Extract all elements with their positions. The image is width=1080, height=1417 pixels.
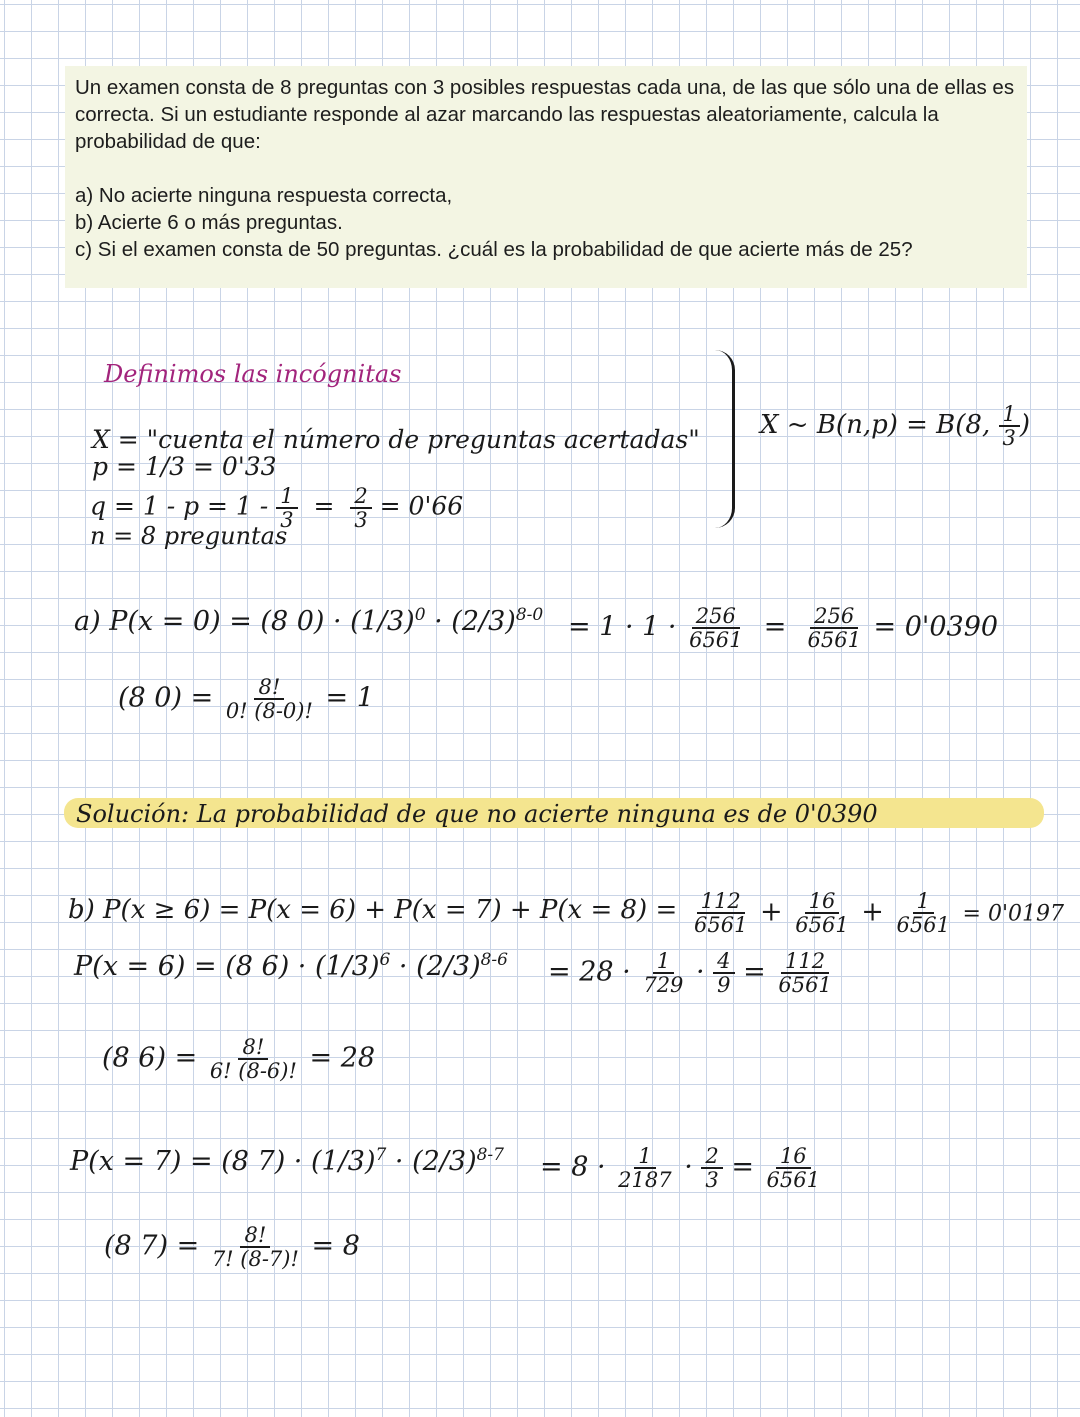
q-definition: q = 1 - p = 1 - $\frac{1}{3}$ = $\frac{2}{3}$ = 0'66	[90, 484, 464, 532]
numerator: 1	[999, 403, 1020, 427]
exponent: 6	[379, 950, 391, 970]
denominator: 0! (8-0)!	[225, 699, 313, 723]
numerator: 256	[692, 605, 740, 629]
spacer	[75, 155, 1017, 182]
fraction-256-6561	[803, 605, 864, 651]
numerator: 112	[697, 890, 745, 914]
binomial-label: (8 0) =	[118, 682, 214, 714]
p7-formula	[70, 1145, 504, 1177]
denominator: 2187	[618, 1168, 672, 1192]
part-a-formula	[74, 605, 543, 637]
numerator: 16	[805, 890, 840, 914]
binomial-result: = 1	[325, 682, 374, 714]
distribution-definition: X ~ B(n,p) = B(8, $\frac{1}{3}$ )	[760, 402, 1031, 450]
solution-text: Solución: La probabilidad de que no acierte ninguna es de 0'0390	[76, 800, 878, 828]
statement-item-b: b) Acierte 6 o más preguntas.	[75, 211, 343, 234]
p6-start: P(x = 6) = (8 6) · (1/3)	[74, 951, 380, 982]
product-text: = 1 · 1 ·	[568, 611, 677, 643]
numerator: 1	[276, 485, 297, 509]
part-a-binomial	[118, 676, 374, 722]
fraction-112-6561	[774, 950, 835, 996]
distribution-text: X ~ B(n,p) = B(8,	[760, 410, 991, 440]
p6-product: = 28 · $\frac{1}{729}$ · $\frac{4}{9}$ = $\frac{112}{6561}$	[548, 950, 836, 996]
fraction-4-9	[713, 950, 734, 996]
exponent: 8-7	[476, 1145, 504, 1165]
denominator: 729	[643, 973, 684, 997]
part-b-result: = 0'0197	[962, 901, 1065, 927]
exponent: 0	[414, 605, 426, 625]
fraction-one-third	[999, 403, 1020, 449]
statement-item-a: a) No acierte ninguna respuesta correcta,	[75, 184, 453, 207]
fraction-16-6561	[791, 890, 852, 936]
fraction-112-6561	[690, 890, 751, 936]
part-a-start: a) P(x = 0) = (8 0) · (1/3)	[74, 606, 415, 637]
p7-binomial	[104, 1224, 360, 1270]
p7-mid: · (2/3)	[394, 1146, 477, 1177]
binomial-label: (8 7) =	[104, 1230, 200, 1262]
problem-statement	[65, 66, 1027, 288]
part-a-result: = 0'0390	[873, 611, 999, 643]
numerator: 2	[350, 485, 371, 509]
binomial-result: = 8	[311, 1230, 360, 1262]
p7-eq: = 8 ·	[540, 1151, 606, 1183]
fraction-two-thirds	[350, 485, 371, 531]
fraction-16-6561	[763, 1145, 824, 1191]
p-definition: p = 1/3 = 0'33	[92, 452, 277, 481]
q-definition-start: q = 1 - p = 1 -	[90, 491, 269, 521]
p6-binomial	[102, 1036, 375, 1082]
denominator: 3	[354, 508, 368, 532]
p6-eq: = 28 ·	[548, 956, 631, 988]
numerator: 8!	[240, 1224, 270, 1248]
exponent: 8-6	[480, 950, 508, 970]
q-definition-end: = 0'66	[379, 491, 464, 521]
part-b-sum: $\frac{112}{6561}$ + $\frac{16}{6561}$ + $\frac{1}{6561}$ = 0'0197	[690, 890, 1064, 936]
part-a-mid: · (2/3)	[434, 606, 516, 637]
numerator: 1	[913, 890, 934, 914]
numerator: 1	[653, 950, 674, 974]
fraction-1-2187	[614, 1145, 675, 1191]
part-a-product: = 1 · 1 · $\frac{256}{6561}$ = $\frac{256}{6561}$ = 0'0390	[568, 604, 999, 652]
denominator: 6561	[807, 628, 861, 652]
numerator: 8!	[254, 676, 284, 700]
fraction-2-3	[701, 1145, 722, 1191]
numerator: 112	[781, 950, 829, 974]
statement-item-c: c) Si el examen consta de 50 preguntas. ¿cuál es la probabilidad de que acierte más de 25?	[75, 238, 913, 261]
denominator: 6561	[766, 1168, 820, 1192]
exponent: 7	[375, 1145, 387, 1165]
denominator: 6561	[896, 913, 950, 937]
numerator: 256	[810, 605, 858, 629]
numerator: 4	[713, 950, 734, 974]
fraction-1-729	[639, 950, 687, 996]
denominator: 3	[280, 508, 294, 532]
part-b-formula: b) P(x ≥ 6) = P(x = 6) + P(x = 7) + P(x = 8) =	[68, 895, 678, 925]
binomial-label: (8 6) =	[102, 1042, 198, 1074]
denominator: 6! (8-6)!	[209, 1059, 297, 1083]
denominator: 9	[717, 973, 731, 997]
p6-mid: · (2/3)	[398, 951, 481, 982]
fraction-1-6561	[893, 890, 954, 936]
statement-intro: Un examen consta de 8 preguntas con 3 posibles respuestas cada una, de las que sólo una de ellas es correcta. Si un estudiante responde al azar marcando las respuestas aleatoriamente, calcula la probabilidad de que:	[75, 76, 1015, 153]
numerator: 2	[701, 1145, 722, 1169]
denominator: 6561	[694, 913, 748, 937]
denominator: 3	[705, 1168, 719, 1192]
denominator: 6561	[795, 913, 849, 937]
numerator: 16	[776, 1145, 811, 1169]
fraction-256-6561	[685, 605, 746, 651]
fraction-factorial	[222, 676, 317, 722]
x-definition: X = "cuenta el número de preguntas acertadas"	[92, 425, 700, 454]
p6-formula	[74, 950, 508, 982]
numerator: 8!	[238, 1036, 268, 1060]
definitions-heading: Definimos las incógnitas	[104, 360, 402, 388]
binomial-result: = 28	[309, 1042, 376, 1074]
p7-start: P(x = 7) = (8 7) · (1/3)	[70, 1146, 376, 1177]
p7-product: = 8 · $\frac{1}{2187}$ · $\frac{2}{3}$ = $\frac{16}{6561}$	[540, 1145, 824, 1191]
exponent: 8-0	[515, 605, 544, 625]
numerator: 1	[634, 1145, 655, 1169]
fraction-factorial	[208, 1224, 303, 1270]
fraction-factorial	[206, 1036, 301, 1082]
definitions-brace	[708, 350, 735, 528]
denominator: 3	[1002, 426, 1016, 450]
denominator: 6561	[778, 973, 832, 997]
n-definition: n = 8 preguntas	[90, 522, 288, 550]
denominator: 7! (8-7)!	[211, 1247, 299, 1271]
denominator: 6561	[689, 628, 743, 652]
